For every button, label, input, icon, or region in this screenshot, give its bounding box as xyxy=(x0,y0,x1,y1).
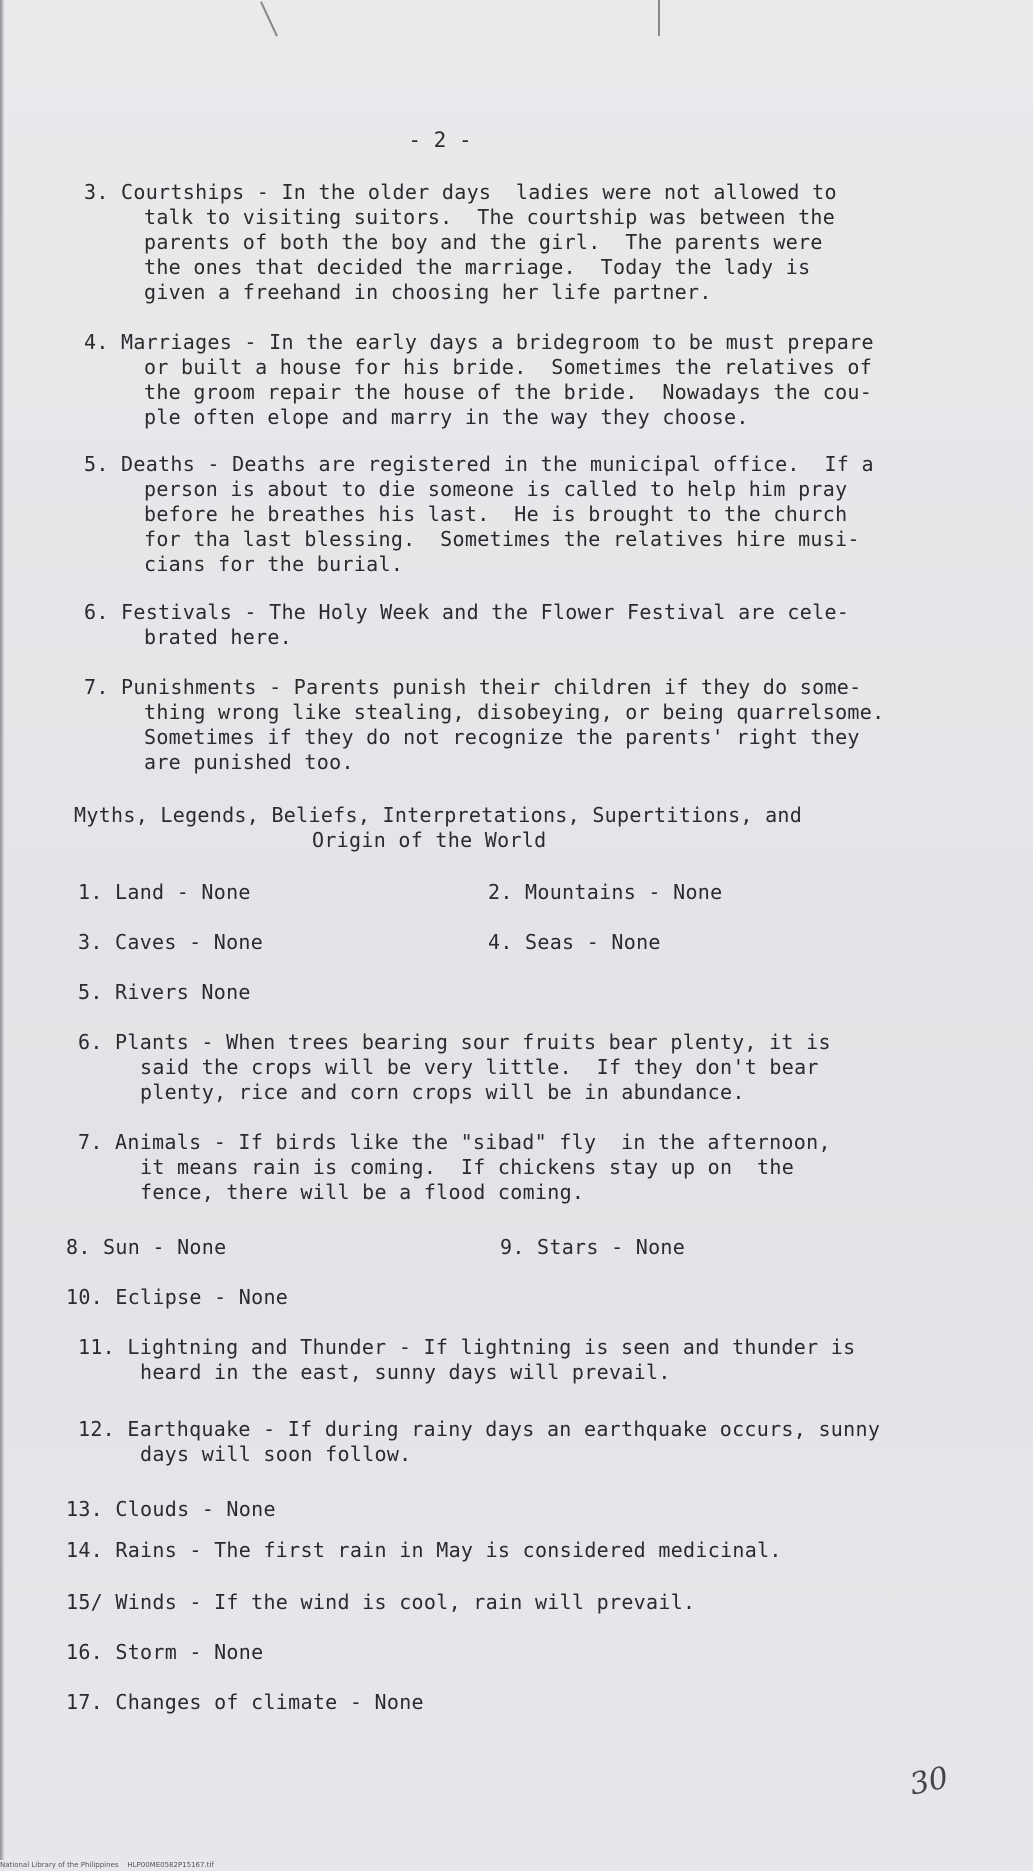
item-continuation-line: before he breathes his last. He is brought to the church xyxy=(144,502,848,526)
list-item: 4. Seas - None xyxy=(488,930,661,954)
list-item: 9. Stars - None xyxy=(500,1235,686,1259)
item-continuation-line: the groom repair the house of the bride. Nowadays the cou- xyxy=(144,380,873,404)
item-continuation-line: days will soon follow. xyxy=(140,1442,412,1466)
item-continuation-line: Sometimes if they do not recognize the parents' right they xyxy=(144,725,860,749)
item-continuation-line: thing wrong like stealing, disobeying, or being quarrelsome. xyxy=(144,700,885,724)
list-item: 1. Land - None xyxy=(78,880,251,904)
item-continuation-line: cians for the burial. xyxy=(144,552,404,576)
item-first-line: 4. Marriages - In the early days a bridegroom to be must prepare xyxy=(84,330,874,354)
item-continuation-line: parents of both the boy and the girl. The parents were xyxy=(144,230,823,254)
list-item: 16. Storm - None xyxy=(66,1640,264,1664)
item-continuation-line: are punished too. xyxy=(144,750,354,774)
page-number: - 2 - xyxy=(408,128,472,152)
item-continuation-line: plenty, rice and corn crops will be in abundance. xyxy=(140,1080,745,1104)
item-continuation-line: brated here. xyxy=(144,625,293,649)
list-item: 13. Clouds - None xyxy=(66,1497,276,1521)
item-first-line: 7. Animals - If birds like the "sibad" fly in the afternoon, xyxy=(78,1130,831,1154)
page-edge-shadow xyxy=(0,0,4,1860)
item-continuation-line: talk to visiting suitors. The courtship was between the xyxy=(144,205,836,229)
item-first-line: 5. Deaths - Deaths are registered in the municipal office. If a xyxy=(84,452,874,476)
paper-mark xyxy=(260,1,278,36)
list-item: 8. Sun - None xyxy=(66,1235,227,1259)
handwritten-page-number: 30 xyxy=(906,1760,952,1803)
item-continuation-line: person is about to die someone is called to help him pray xyxy=(144,477,848,501)
item-first-line: 7. Punishments - Parents punish their children if they do some- xyxy=(84,675,862,699)
list-item: 10. Eclipse - None xyxy=(66,1285,289,1309)
list-item: 14. Rains - The first rain in May is considered medicinal. xyxy=(66,1538,782,1562)
section-heading: Origin of the World xyxy=(312,828,547,852)
item-first-line: 6. Festivals - The Holy Week and the Flower Festival are cele- xyxy=(84,600,850,624)
item-continuation-line: ple often elope and marry in the way they choose. xyxy=(144,405,749,429)
paper-mark xyxy=(658,0,660,36)
item-continuation-line: it means rain is coming. If chickens stay up on the xyxy=(140,1155,795,1179)
item-first-line: 6. Plants - When trees bearing sour fruits bear plenty, it is xyxy=(78,1030,831,1054)
item-continuation-line: fence, there will be a flood coming. xyxy=(140,1180,585,1204)
item-first-line: 3. Courtships - In the older days ladies were not allowed to xyxy=(84,180,837,204)
item-continuation-line: said the crops will be very little. If they don't bear xyxy=(140,1055,819,1079)
section-heading: Myths, Legends, Beliefs, Interpretations, Supertitions, and xyxy=(74,803,803,827)
list-item: 17. Changes of climate - None xyxy=(66,1690,424,1714)
list-item: 5. Rivers None xyxy=(78,980,251,1004)
item-continuation-line: for tha last blessing. Sometimes the relatives hire musi- xyxy=(144,527,860,551)
item-continuation-line: given a freehand in choosing her life partner. xyxy=(144,280,712,304)
item-continuation-line: heard in the east, sunny days will prevail. xyxy=(140,1360,671,1384)
item-continuation-line: the ones that decided the marriage. Today the lady is xyxy=(144,255,811,279)
list-item: 2. Mountains - None xyxy=(488,880,723,904)
item-first-line: 12. Earthquake - If during rainy days an earthquake occurs, sunny xyxy=(78,1417,881,1441)
list-item: 3. Caves - None xyxy=(78,930,264,954)
list-item: 15/ Winds - If the wind is cool, rain will prevail. xyxy=(66,1590,696,1614)
archive-footer: National Library of the Philippines HLP00ME0582P15167.tif xyxy=(0,1861,214,1869)
item-continuation-line: or built a house for his bride. Sometimes the relatives of xyxy=(144,355,873,379)
item-first-line: 11. Lightning and Thunder - If lightning is seen and thunder is xyxy=(78,1335,856,1359)
